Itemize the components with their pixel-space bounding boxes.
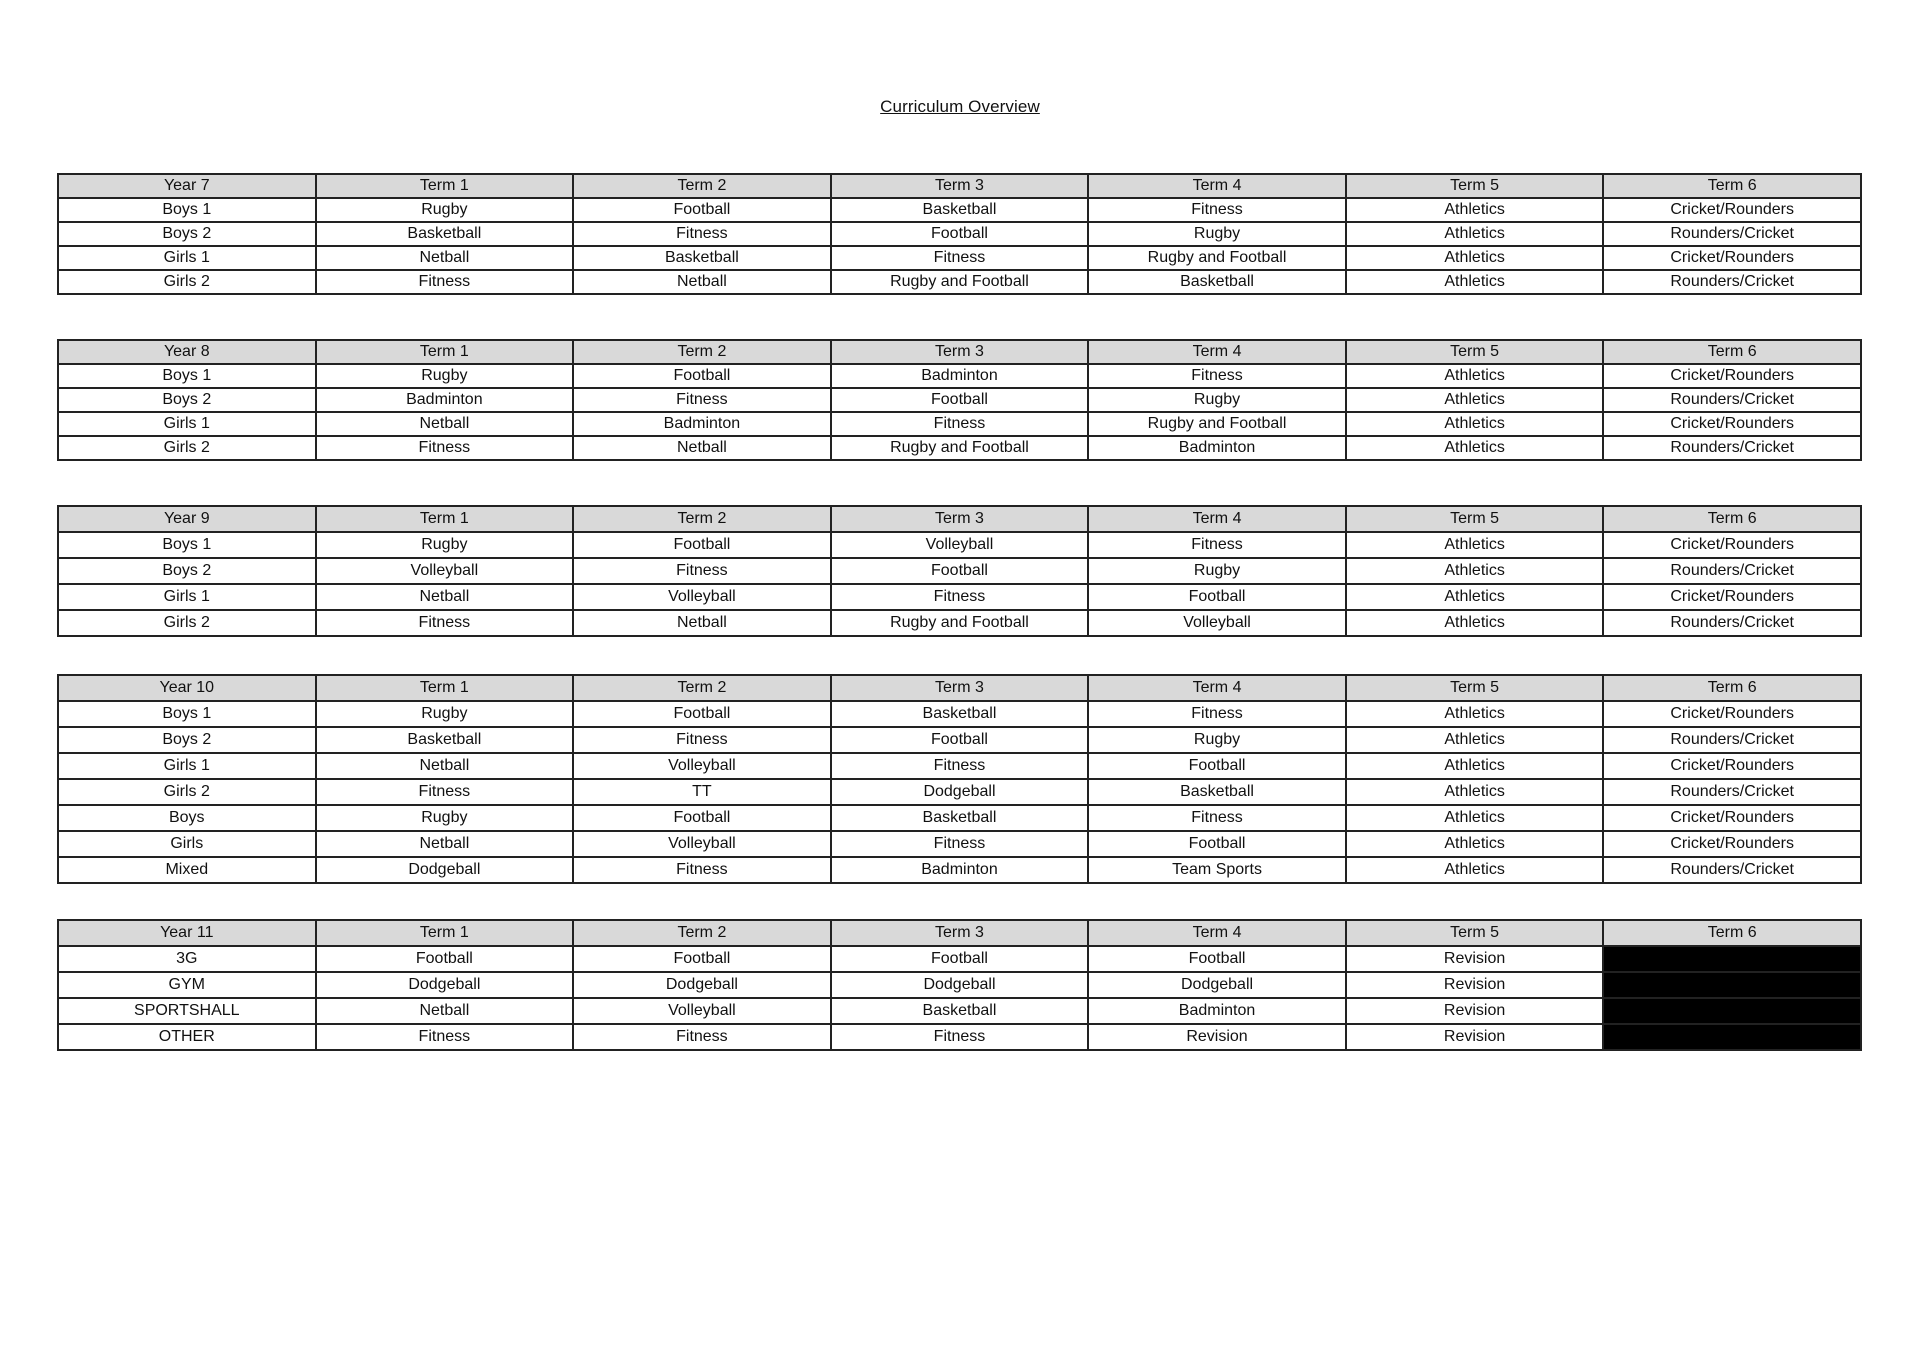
activity-cell: Athletics (1346, 246, 1604, 270)
table-row (58, 198, 1861, 222)
activity-cell: Rounders/Cricket (1603, 270, 1861, 294)
group-label-cell: Girls (58, 831, 316, 857)
activity-cell: Rugby (316, 805, 574, 831)
activity-cell: Dodgeball (573, 972, 831, 998)
activity-cell: Rugby (316, 198, 574, 222)
activity-cell: Cricket/Rounders (1603, 246, 1861, 270)
activity-cell: Athletics (1346, 222, 1604, 246)
activity-cell: Dodgeball (831, 779, 1089, 805)
activity-cell: Rounders/Cricket (1603, 388, 1861, 412)
table-row (58, 972, 1861, 998)
activity-cell: TT (573, 779, 831, 805)
activity-cell: Athletics (1346, 558, 1604, 584)
table-row (58, 388, 1861, 412)
term-header-cell: Term 5 (1346, 506, 1604, 532)
activity-cell: Fitness (573, 222, 831, 246)
group-label-cell: Girls 2 (58, 436, 316, 460)
activity-cell: Fitness (831, 246, 1089, 270)
activity-cell: Athletics (1346, 857, 1604, 883)
activity-cell: Rounders/Cricket (1603, 857, 1861, 883)
activity-cell: Cricket/Rounders (1603, 198, 1861, 222)
activity-cell: Netball (316, 753, 574, 779)
activity-cell: Football (1088, 753, 1346, 779)
activity-cell: Football (1088, 584, 1346, 610)
activity-cell: Volleyball (573, 998, 831, 1024)
activity-cell: Rounders/Cricket (1603, 222, 1861, 246)
table-row (58, 857, 1861, 883)
table-row (58, 727, 1861, 753)
group-label-cell: Boys 2 (58, 222, 316, 246)
activity-cell: Revision (1346, 998, 1604, 1024)
activity-cell: Football (316, 946, 574, 972)
activity-cell: Netball (316, 584, 574, 610)
activity-cell: Rounders/Cricket (1603, 779, 1861, 805)
activity-cell: Football (831, 727, 1089, 753)
year-label-cell: Year 11 (58, 920, 316, 946)
term-header-cell: Term 6 (1603, 340, 1861, 364)
group-label-cell: Boys 1 (58, 701, 316, 727)
activity-cell: Football (831, 558, 1089, 584)
activity-cell: Football (831, 946, 1089, 972)
activity-cell: Athletics (1346, 831, 1604, 857)
timetable-year-8 (57, 339, 1862, 461)
term-header-cell: Term 4 (1088, 506, 1346, 532)
activity-cell: Fitness (316, 436, 574, 460)
activity-cell: Football (573, 805, 831, 831)
group-label-cell: Boys 2 (58, 558, 316, 584)
term-header-cell: Term 2 (573, 174, 831, 198)
group-label-cell: Girls 1 (58, 584, 316, 610)
activity-cell: Athletics (1346, 805, 1604, 831)
group-label-cell: Girls 2 (58, 270, 316, 294)
activity-cell: Cricket/Rounders (1603, 831, 1861, 857)
activity-cell: Fitness (573, 558, 831, 584)
group-label-cell: Boys 2 (58, 727, 316, 753)
activity-cell: Rounders/Cricket (1603, 727, 1861, 753)
activity-cell: Volleyball (573, 584, 831, 610)
table-row (58, 753, 1861, 779)
activity-cell: Athletics (1346, 753, 1604, 779)
term-header-cell: Term 2 (573, 675, 831, 701)
group-label-cell: Boys (58, 805, 316, 831)
activity-cell: Football (573, 364, 831, 388)
activity-cell: Rugby and Football (831, 436, 1089, 460)
table-row (58, 805, 1861, 831)
activity-cell: Dodgeball (316, 857, 574, 883)
activity-cell: Athletics (1346, 701, 1604, 727)
activity-cell: Badminton (831, 364, 1089, 388)
term-header-cell: Term 6 (1603, 920, 1861, 946)
activity-cell: Netball (316, 998, 574, 1024)
activity-cell: Netball (316, 246, 574, 270)
term-header-cell: Term 6 (1603, 675, 1861, 701)
term-header-cell: Term 5 (1346, 675, 1604, 701)
table-row (58, 831, 1861, 857)
table-row (58, 946, 1861, 972)
term-header-cell: Term 5 (1346, 174, 1604, 198)
activity-cell: Football (573, 946, 831, 972)
table-row (58, 412, 1861, 436)
table-row (58, 584, 1861, 610)
activity-cell: Athletics (1346, 610, 1604, 636)
term-header-cell: Term 1 (316, 174, 574, 198)
activity-cell: Football (573, 532, 831, 558)
table-row (58, 779, 1861, 805)
table-row (58, 222, 1861, 246)
group-label-cell: Girls 1 (58, 753, 316, 779)
activity-cell: Rugby and Football (831, 270, 1089, 294)
activity-cell: Fitness (831, 831, 1089, 857)
table-row (58, 1024, 1861, 1050)
term-header-cell: Term 2 (573, 340, 831, 364)
activity-cell: Netball (573, 270, 831, 294)
activity-cell: Fitness (573, 727, 831, 753)
table-header-row (58, 920, 1861, 946)
activity-cell: Basketball (316, 222, 574, 246)
activity-cell: Fitness (573, 388, 831, 412)
group-label-cell: Girls 1 (58, 412, 316, 436)
activity-cell: Badminton (831, 857, 1089, 883)
activity-cell: Fitness (316, 1024, 574, 1050)
activity-cell: Fitness (316, 270, 574, 294)
activity-cell: Football (1088, 831, 1346, 857)
term-header-cell: Term 3 (831, 340, 1089, 364)
term-header-cell: Term 6 (1603, 174, 1861, 198)
activity-cell: Badminton (573, 412, 831, 436)
activity-cell: Netball (316, 412, 574, 436)
activity-cell: Football (1088, 946, 1346, 972)
term-header-cell: Term 2 (573, 920, 831, 946)
term-header-cell: Term 4 (1088, 340, 1346, 364)
activity-cell: Badminton (1088, 436, 1346, 460)
activity-cell: Rugby (1088, 388, 1346, 412)
table-row (58, 364, 1861, 388)
activity-cell: Cricket/Rounders (1603, 412, 1861, 436)
activity-cell: Rugby (316, 532, 574, 558)
activity-cell: Rounders/Cricket (1603, 436, 1861, 460)
table-row (58, 270, 1861, 294)
table-row (58, 246, 1861, 270)
term-header-cell: Term 3 (831, 920, 1089, 946)
activity-cell: Basketball (831, 701, 1089, 727)
group-label-cell: Mixed (58, 857, 316, 883)
activity-cell: Cricket/Rounders (1603, 753, 1861, 779)
table-row (58, 610, 1861, 636)
activity-cell: Fitness (1088, 701, 1346, 727)
activity-cell: Netball (316, 831, 574, 857)
activity-cell: Netball (573, 436, 831, 460)
blacked-out-cell (1603, 1024, 1861, 1050)
table-row (58, 532, 1861, 558)
activity-cell: Fitness (1088, 198, 1346, 222)
table-header-row (58, 675, 1861, 701)
activity-cell: Athletics (1346, 436, 1604, 460)
activity-cell: Athletics (1346, 584, 1604, 610)
blacked-out-cell (1603, 972, 1861, 998)
activity-cell: Rugby (316, 701, 574, 727)
activity-cell: Athletics (1346, 388, 1604, 412)
term-header-cell: Term 6 (1603, 506, 1861, 532)
term-header-cell: Term 2 (573, 506, 831, 532)
timetable-year-10 (57, 674, 1862, 884)
activity-cell: Fitness (1088, 532, 1346, 558)
group-label-cell: SPORTSHALL (58, 998, 316, 1024)
term-header-cell: Term 4 (1088, 920, 1346, 946)
activity-cell: Athletics (1346, 727, 1604, 753)
activity-cell: Rugby (316, 364, 574, 388)
activity-cell: Fitness (1088, 364, 1346, 388)
term-header-cell: Term 5 (1346, 920, 1604, 946)
table-row (58, 436, 1861, 460)
activity-cell: Basketball (831, 998, 1089, 1024)
activity-cell: Volleyball (573, 831, 831, 857)
activity-cell: Basketball (316, 727, 574, 753)
activity-cell: Basketball (1088, 270, 1346, 294)
activity-cell: Fitness (573, 1024, 831, 1050)
activity-cell: Athletics (1346, 779, 1604, 805)
activity-cell: Team Sports (1088, 857, 1346, 883)
activity-cell: Cricket/Rounders (1603, 701, 1861, 727)
activity-cell: Athletics (1346, 198, 1604, 222)
activity-cell: Rounders/Cricket (1603, 558, 1861, 584)
activity-cell: Rugby and Football (1088, 246, 1346, 270)
timetable-year-7 (57, 173, 1862, 295)
activity-cell: Revision (1346, 972, 1604, 998)
page-title: Curriculum Overview (880, 97, 1040, 116)
activity-cell: Athletics (1346, 364, 1604, 388)
activity-cell: Cricket/Rounders (1603, 364, 1861, 388)
activity-cell: Volleyball (1088, 610, 1346, 636)
activity-cell: Cricket/Rounders (1603, 532, 1861, 558)
term-header-cell: Term 1 (316, 920, 574, 946)
term-header-cell: Term 1 (316, 506, 574, 532)
activity-cell: Rugby (1088, 727, 1346, 753)
term-header-cell: Term 3 (831, 675, 1089, 701)
activity-cell: Dodgeball (1088, 972, 1346, 998)
activity-cell: Netball (573, 610, 831, 636)
blacked-out-cell (1603, 946, 1861, 972)
activity-cell: Volleyball (573, 753, 831, 779)
group-label-cell: Boys 1 (58, 364, 316, 388)
activity-cell: Cricket/Rounders (1603, 584, 1861, 610)
activity-cell: Football (573, 198, 831, 222)
activity-cell: Rugby and Football (831, 610, 1089, 636)
activity-cell: Revision (1088, 1024, 1346, 1050)
activity-cell: Rugby (1088, 558, 1346, 584)
activity-cell: Football (831, 222, 1089, 246)
table-header-row (58, 174, 1861, 198)
activity-cell: Revision (1346, 946, 1604, 972)
activity-cell: Basketball (1088, 779, 1346, 805)
group-label-cell: Girls 1 (58, 246, 316, 270)
group-label-cell: OTHER (58, 1024, 316, 1050)
activity-cell: Cricket/Rounders (1603, 805, 1861, 831)
group-label-cell: Girls 2 (58, 779, 316, 805)
activity-cell: Dodgeball (316, 972, 574, 998)
term-header-cell: Term 1 (316, 340, 574, 364)
activity-cell: Fitness (1088, 805, 1346, 831)
term-header-cell: Term 5 (1346, 340, 1604, 364)
activity-cell: Volleyball (831, 532, 1089, 558)
timetable-year-11 (57, 919, 1862, 1051)
activity-cell: Fitness (573, 857, 831, 883)
activity-cell: Football (831, 388, 1089, 412)
activity-cell: Rugby and Football (1088, 412, 1346, 436)
year-label-cell: Year 9 (58, 506, 316, 532)
year-label-cell: Year 8 (58, 340, 316, 364)
table-row (58, 558, 1861, 584)
activity-cell: Badminton (316, 388, 574, 412)
table-row (58, 998, 1861, 1024)
activity-cell: Football (573, 701, 831, 727)
activity-cell: Fitness (831, 753, 1089, 779)
activity-cell: Athletics (1346, 412, 1604, 436)
activity-cell: Revision (1346, 1024, 1604, 1050)
activity-cell: Fitness (831, 584, 1089, 610)
activity-cell: Rounders/Cricket (1603, 610, 1861, 636)
group-label-cell: 3G (58, 946, 316, 972)
year-label-cell: Year 10 (58, 675, 316, 701)
group-label-cell: GYM (58, 972, 316, 998)
term-header-cell: Term 3 (831, 506, 1089, 532)
activity-cell: Badminton (1088, 998, 1346, 1024)
term-header-cell: Term 1 (316, 675, 574, 701)
activity-cell: Volleyball (316, 558, 574, 584)
activity-cell: Athletics (1346, 532, 1604, 558)
blacked-out-cell (1603, 998, 1861, 1024)
activity-cell: Fitness (316, 610, 574, 636)
term-header-cell: Term 4 (1088, 675, 1346, 701)
group-label-cell: Girls 2 (58, 610, 316, 636)
table-row (58, 701, 1861, 727)
table-header-row (58, 340, 1861, 364)
activity-cell: Rugby (1088, 222, 1346, 246)
group-label-cell: Boys 2 (58, 388, 316, 412)
activity-cell: Fitness (316, 779, 574, 805)
activity-cell: Basketball (831, 805, 1089, 831)
group-label-cell: Boys 1 (58, 198, 316, 222)
term-header-cell: Term 3 (831, 174, 1089, 198)
year-label-cell: Year 7 (58, 174, 316, 198)
activity-cell: Dodgeball (831, 972, 1089, 998)
activity-cell: Fitness (831, 412, 1089, 436)
table-header-row (58, 506, 1861, 532)
activity-cell: Basketball (573, 246, 831, 270)
activity-cell: Basketball (831, 198, 1089, 222)
timetable-year-9 (57, 505, 1862, 637)
activity-cell: Athletics (1346, 270, 1604, 294)
group-label-cell: Boys 1 (58, 532, 316, 558)
activity-cell: Fitness (831, 1024, 1089, 1050)
term-header-cell: Term 4 (1088, 174, 1346, 198)
